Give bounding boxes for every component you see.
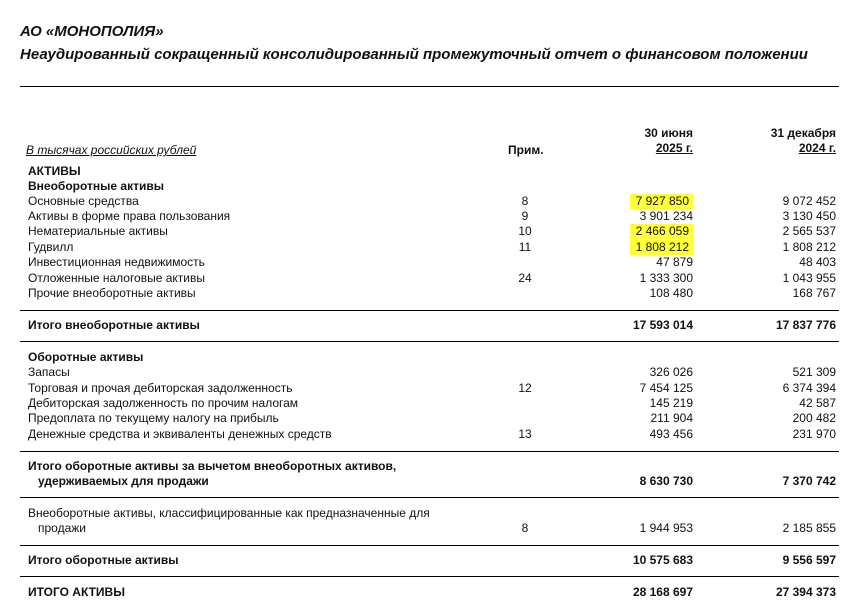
title-rule — [20, 86, 839, 87]
row-value-2024: 1 043 955 — [782, 271, 836, 285]
row-note: 12 — [518, 381, 532, 395]
row-label: Предоплата по текущему налогу на прибыль — [28, 411, 279, 425]
row-value-2024: 42 587 — [799, 396, 836, 410]
section-assets: АКТИВЫ — [28, 164, 81, 178]
row-value-2024: 17 837 776 — [775, 318, 836, 332]
row-value-2025: 8 630 730 — [639, 474, 693, 488]
row-value-2025: 1 944 953 — [639, 521, 693, 535]
row-label: Отложенные налоговые активы — [28, 271, 205, 285]
row-value-2025: 211 904 — [650, 411, 693, 425]
row-note: 8 — [521, 194, 529, 208]
table-row — [0, 255, 848, 270]
table-row — [0, 224, 848, 239]
row-note: 24 — [518, 271, 532, 285]
row-note: 9 — [521, 209, 529, 223]
row-value-2025: 326 026 — [649, 365, 693, 379]
row-label: Итого оборотные активы — [28, 553, 179, 567]
table-row — [0, 286, 848, 301]
row-label: удерживаемых для продажи — [38, 474, 209, 488]
total-assets-row — [0, 585, 848, 600]
row-value-2024: 9 556 597 — [782, 553, 836, 567]
table-row — [0, 194, 848, 209]
row-value-2024: 48 403 — [799, 255, 836, 269]
row-note: 13 — [518, 427, 532, 441]
table-row — [0, 365, 848, 380]
row-value-2025: 17 593 014 — [632, 318, 693, 332]
column-header-2025-date: 30 июня — [644, 126, 693, 140]
row-value-2024: 6 374 394 — [782, 381, 836, 395]
row-label: ИТОГО АКТИВЫ — [28, 585, 125, 599]
row-note: 8 — [521, 521, 529, 535]
row-value-2024: 168 767 — [792, 286, 836, 300]
row-value-2024: 9 072 452 — [782, 194, 836, 208]
row-value-2025: 28 168 697 — [632, 585, 693, 599]
row-value-2025: 10 575 683 — [632, 553, 693, 567]
table-row — [0, 396, 848, 411]
row-value-2024: 200 482 — [792, 411, 836, 425]
row-value-2024: 27 394 373 — [775, 585, 836, 599]
row-value-2024: 3 130 450 — [782, 209, 836, 223]
row-value-2025: 47 879 — [656, 255, 693, 269]
held-for-sale-row — [0, 521, 848, 536]
column-header-2024-year: 2024 г. — [798, 141, 836, 155]
row-value-2025: 108 480 — [649, 286, 693, 300]
row-label: Инвестиционная недвижимость — [28, 255, 205, 269]
row-value-2025: 7 454 125 — [639, 381, 693, 395]
row-label: Основные средства — [28, 194, 139, 208]
row-label: Гудвилл — [28, 240, 74, 254]
row-value-2024: 521 309 — [792, 365, 836, 379]
row-label: Активы в форме права пользования — [28, 209, 231, 223]
row-value-2024: 231 970 — [792, 427, 836, 441]
table-row — [0, 427, 848, 442]
row-label: Итого оборотные активы за вычетом внеоборотных активов, — [28, 459, 397, 473]
section-current: Оборотные активы — [28, 350, 144, 364]
row-value-2025: 145 219 — [649, 396, 693, 410]
divider — [20, 576, 839, 577]
divider — [20, 310, 839, 311]
row-value-2024: 1 808 212 — [782, 240, 836, 254]
units-header: В тысячах российских рублей — [26, 143, 197, 157]
row-label: Внеоборотные активы, классифицированные как предназначенные для — [28, 506, 430, 520]
table-row — [0, 411, 848, 426]
report-title: Неаудированный сокращенный консолидированный промежуточный отчет о финансовом положении — [20, 46, 808, 63]
note-header: Прим. — [508, 143, 544, 157]
total-current-row — [0, 553, 848, 568]
row-label: Денежные средства и эквиваленты денежных средств — [28, 427, 332, 441]
divider — [20, 341, 839, 342]
subtotal-current-row — [0, 474, 848, 489]
total-noncurrent-row — [0, 318, 848, 333]
table-row — [0, 271, 848, 286]
held-for-sale-row-line1 — [0, 506, 848, 521]
row-label: Итого внеоборотные активы — [28, 318, 200, 332]
row-label: продажи — [38, 521, 86, 535]
column-header-2025 — [573, 126, 693, 156]
row-value-2024: 7 370 742 — [782, 474, 836, 488]
row-value-2025-highlighted: 7 927 850 — [630, 194, 693, 209]
divider — [20, 451, 839, 452]
row-note: 11 — [518, 240, 532, 254]
row-label: Дебиторская задолженность по прочим налогам — [28, 396, 299, 410]
row-label: Торговая и прочая дебиторская задолженность — [28, 381, 293, 395]
row-value-2025-highlighted: 1 808 212 — [630, 240, 693, 255]
row-value-2025: 493 456 — [649, 427, 693, 441]
table-row — [0, 381, 848, 396]
column-header-2024-date: 31 декабря — [770, 126, 836, 140]
row-value-2025: 3 901 234 — [639, 209, 693, 223]
section-noncurrent: Внеоборотные активы — [28, 179, 164, 193]
table-row — [0, 209, 848, 224]
column-header-2024 — [716, 126, 836, 156]
table-row — [0, 240, 848, 255]
row-value-2024: 2 185 855 — [782, 521, 836, 535]
row-value-2025: 1 333 300 — [639, 271, 693, 285]
subtotal-current-row-line1 — [0, 459, 848, 474]
divider — [20, 545, 839, 546]
row-label: Нематериальные активы — [28, 224, 168, 238]
divider — [20, 497, 839, 498]
row-label: Прочие внеоборотные активы — [28, 286, 196, 300]
company-name: АО «МОНОПОЛИЯ» — [20, 23, 164, 40]
row-value-2024: 2 565 537 — [782, 224, 836, 238]
column-header-2025-year: 2025 г. — [655, 141, 693, 155]
row-value-2025-highlighted: 2 466 059 — [630, 224, 693, 239]
row-note: 10 — [518, 224, 532, 238]
row-label: Запасы — [28, 365, 70, 379]
